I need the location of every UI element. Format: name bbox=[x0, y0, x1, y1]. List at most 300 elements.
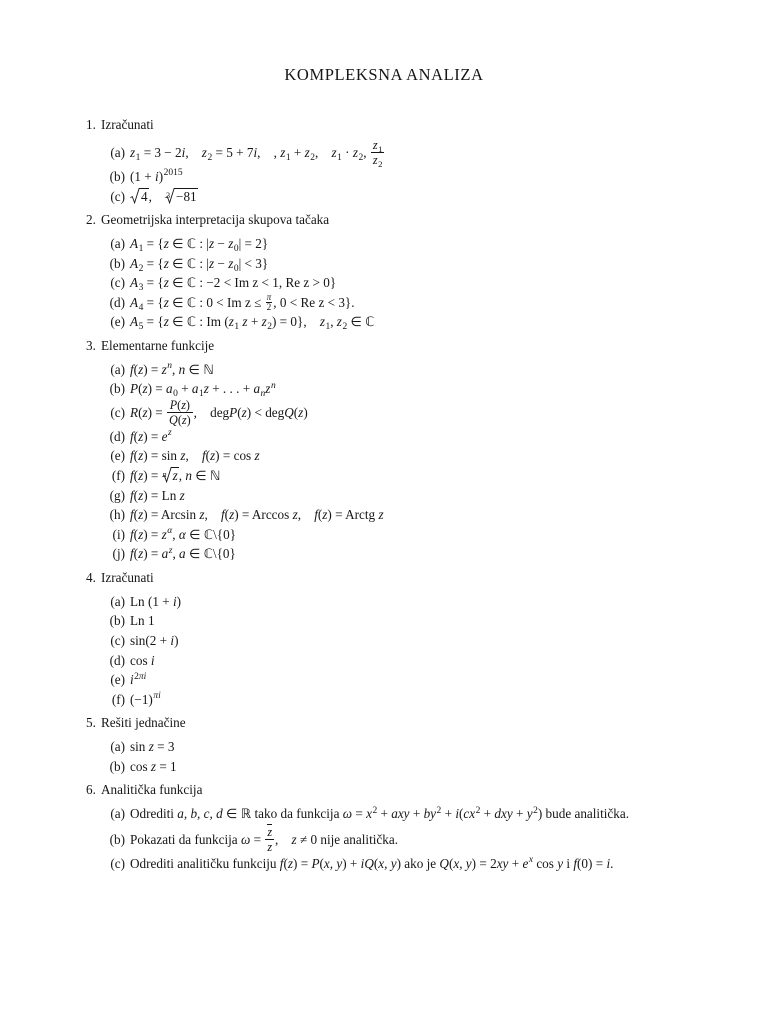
math-variable: z bbox=[254, 448, 260, 464]
math-variable: A bbox=[130, 235, 139, 251]
item-formula bbox=[130, 613, 155, 628]
math-text: ( bbox=[133, 487, 139, 503]
math-text: , , bbox=[257, 145, 281, 161]
math-text: = bbox=[352, 806, 367, 822]
superscript bbox=[437, 806, 442, 816]
math-text: ( bbox=[283, 855, 288, 871]
math-text: ) = bbox=[147, 381, 167, 397]
problem-section bbox=[0, 568, 768, 710]
item-label: (e) bbox=[110, 672, 125, 688]
problem-item bbox=[0, 631, 768, 651]
math-text: 0 bbox=[233, 263, 239, 274]
math-text: 1 bbox=[199, 389, 204, 400]
item-label: (d) bbox=[109, 652, 125, 668]
math-variable: z bbox=[287, 855, 294, 871]
math-variable: πi bbox=[153, 691, 161, 702]
math-text: ( bbox=[205, 448, 211, 464]
math-text: 2 bbox=[358, 153, 364, 164]
section-number: 4. bbox=[86, 569, 96, 585]
math-text: ) = Arccos bbox=[234, 507, 293, 523]
problem-item bbox=[0, 757, 768, 777]
math-text: 2015 bbox=[163, 168, 183, 179]
math-text: ∈ ℂ : | bbox=[168, 235, 210, 251]
math-text: (0) = bbox=[577, 855, 607, 871]
math-text: Ln 1 bbox=[130, 613, 155, 629]
math-variable: z bbox=[130, 145, 136, 161]
math-text: ) bbox=[174, 633, 179, 649]
item-formula bbox=[130, 255, 269, 274]
math-text: 2 bbox=[533, 805, 538, 816]
fraction bbox=[266, 293, 273, 312]
superscript bbox=[134, 672, 146, 682]
math-variable: x bbox=[528, 855, 534, 866]
math-variable: i bbox=[172, 593, 177, 609]
item-formula bbox=[130, 527, 236, 542]
math-text: , bbox=[172, 546, 180, 562]
fraction-denominator bbox=[265, 840, 274, 854]
math-variable: z bbox=[138, 546, 144, 562]
superscript bbox=[476, 806, 481, 816]
math-text: cos bbox=[130, 758, 151, 774]
math-text: ( bbox=[177, 397, 182, 412]
math-text: ∈ ℂ : −2 < Im z < 1, Re z > 0} bbox=[168, 275, 337, 291]
item-formula bbox=[130, 380, 276, 400]
math-variable: z bbox=[148, 739, 154, 755]
math-variable: P bbox=[130, 381, 139, 397]
math-variable: cx bbox=[463, 806, 476, 822]
math-variable: z bbox=[138, 361, 144, 377]
math-variable: a bbox=[191, 381, 199, 397]
section-header bbox=[0, 713, 768, 733]
problem-item bbox=[0, 293, 768, 313]
math-text: ) = bbox=[147, 405, 167, 421]
math-text: + bbox=[508, 855, 523, 871]
radicand bbox=[175, 188, 198, 204]
math-variable: z bbox=[322, 507, 328, 523]
math-variable: i bbox=[170, 633, 175, 649]
math-variable: z bbox=[168, 545, 173, 556]
item-formula bbox=[130, 137, 385, 169]
problem-item bbox=[0, 804, 768, 824]
math-text: Odrediti analitičku funkciju bbox=[130, 855, 280, 871]
radicand bbox=[140, 188, 149, 204]
problem-section bbox=[0, 210, 768, 332]
math-variable: f bbox=[130, 526, 134, 542]
subscript bbox=[207, 153, 212, 163]
superscript bbox=[533, 806, 538, 816]
conjugate-bar bbox=[267, 824, 272, 838]
math-text: 2 bbox=[207, 153, 213, 164]
math-variable: A bbox=[130, 255, 139, 271]
problem-item bbox=[0, 379, 768, 399]
math-text: , bbox=[297, 507, 315, 523]
math-text: ( bbox=[177, 412, 182, 427]
subscript bbox=[286, 153, 291, 163]
math-variable: f bbox=[279, 855, 284, 871]
section-title: Analitička funkcija bbox=[101, 782, 203, 798]
item-list bbox=[0, 360, 768, 564]
subscript bbox=[199, 389, 204, 399]
fraction-denominator bbox=[266, 303, 273, 312]
item-formula bbox=[130, 468, 221, 483]
problem-item bbox=[0, 505, 768, 525]
math-variable: z bbox=[142, 381, 148, 397]
math-variable: z bbox=[372, 152, 378, 167]
math-variable: z bbox=[180, 448, 186, 464]
problem-section bbox=[0, 713, 768, 776]
section-header bbox=[0, 568, 768, 588]
radical: 3 −81 bbox=[166, 188, 197, 204]
math-variable: i bbox=[181, 145, 186, 161]
subscript bbox=[310, 153, 315, 163]
section-number: 6. bbox=[86, 782, 96, 798]
subscript bbox=[234, 264, 239, 274]
problem-item bbox=[0, 399, 768, 427]
problem-item bbox=[0, 254, 768, 274]
item-formula bbox=[130, 397, 308, 427]
item-formula bbox=[130, 739, 174, 754]
math-variable: z bbox=[292, 507, 298, 523]
math-variable: i bbox=[253, 145, 258, 161]
math-variable: z bbox=[209, 255, 215, 271]
math-text: − bbox=[214, 255, 229, 271]
math-text: ∈ ℂ : Im ( bbox=[168, 314, 229, 330]
math-text: ) < deg bbox=[246, 405, 285, 421]
item-formula bbox=[130, 488, 185, 503]
math-text: Pokazati da funkcija bbox=[130, 832, 241, 848]
math-variable: z bbox=[210, 448, 216, 464]
math-variable: z bbox=[163, 275, 169, 291]
section-title: Izračunati bbox=[101, 117, 154, 132]
math-text: ∈ ℕ bbox=[185, 361, 214, 377]
item-formula bbox=[130, 594, 181, 609]
math-variable: Q bbox=[284, 405, 294, 421]
math-text: 2 bbox=[134, 671, 139, 682]
item-label: (d) bbox=[109, 294, 125, 310]
math-text: = bbox=[250, 832, 265, 848]
subscript bbox=[342, 322, 347, 332]
math-variable: z bbox=[163, 235, 169, 251]
math-text: 0 bbox=[233, 243, 239, 254]
math-text: ) bude analitička. bbox=[537, 806, 630, 822]
problem-item bbox=[0, 651, 768, 671]
math-text: | = 2} bbox=[238, 235, 269, 251]
math-text: | < 3} bbox=[238, 255, 269, 271]
item-formula bbox=[130, 546, 236, 561]
fraction bbox=[167, 399, 193, 427]
math-text: + bbox=[512, 806, 527, 822]
fraction-numerator bbox=[371, 139, 385, 153]
math-text: ) bbox=[185, 397, 190, 412]
math-text: ) = bbox=[293, 855, 312, 871]
math-text: (1 + bbox=[130, 168, 156, 184]
math-variable: y bbox=[557, 855, 564, 871]
math-text: ( bbox=[458, 806, 464, 822]
math-variable: f bbox=[314, 507, 318, 523]
math-text: ( bbox=[133, 448, 139, 464]
math-text: ( bbox=[317, 507, 323, 523]
problem-item bbox=[0, 670, 768, 690]
math-text: − bbox=[214, 235, 229, 251]
math-text: + bbox=[177, 381, 192, 397]
math-text: cos bbox=[130, 652, 151, 668]
math-variable: f bbox=[130, 546, 134, 562]
math-text: = { bbox=[143, 294, 164, 310]
math-variable: z bbox=[372, 137, 378, 152]
math-text: ∈ ℕ bbox=[191, 468, 221, 484]
item-label: (a) bbox=[110, 145, 125, 161]
math-variable: z bbox=[138, 507, 144, 523]
item-list bbox=[0, 592, 768, 710]
math-variable: a bbox=[166, 381, 173, 397]
math-variable: z bbox=[352, 145, 359, 161]
subscript bbox=[139, 283, 144, 293]
item-label: (f) bbox=[111, 691, 125, 707]
math-text: + bbox=[409, 806, 424, 822]
math-variable: α bbox=[178, 526, 186, 542]
math-variable: z bbox=[161, 526, 167, 542]
subscript bbox=[136, 153, 141, 163]
math-text: 3 bbox=[138, 283, 144, 294]
math-text: 1 bbox=[138, 243, 144, 254]
math-text: ) = bbox=[143, 468, 162, 484]
problem-item bbox=[0, 525, 768, 545]
subscript bbox=[337, 153, 342, 163]
math-variable: z bbox=[161, 361, 167, 377]
math-variable: x, y bbox=[453, 855, 472, 871]
math-variable: P bbox=[169, 397, 178, 412]
math-variable: z bbox=[172, 468, 178, 484]
math-variable: z bbox=[241, 405, 247, 421]
math-text: 2 bbox=[310, 153, 315, 164]
math-variable: z bbox=[229, 507, 235, 523]
math-text: ∈ ℂ\{0} bbox=[185, 546, 236, 562]
math-variable: x bbox=[366, 806, 372, 822]
problem-item bbox=[0, 360, 768, 380]
item-label: (b) bbox=[109, 613, 125, 629]
math-variable: z bbox=[304, 145, 310, 161]
math-text: = { bbox=[143, 255, 164, 271]
math-variable: by bbox=[423, 806, 437, 822]
item-label: (e) bbox=[110, 448, 125, 464]
math-text: ( bbox=[133, 507, 139, 523]
section-title: Geometrijska interpretacija skupova tačaka bbox=[101, 211, 330, 227]
fraction bbox=[265, 824, 274, 854]
math-variable: z bbox=[203, 381, 209, 397]
math-text: , deg bbox=[193, 405, 230, 421]
math-variable: z bbox=[228, 235, 234, 251]
math-text: + bbox=[480, 806, 495, 822]
problem-item bbox=[0, 234, 768, 254]
math-variable: f bbox=[201, 448, 206, 464]
problem-item bbox=[0, 737, 768, 757]
problem-item bbox=[0, 466, 768, 486]
math-text: (−1) bbox=[130, 691, 153, 707]
subscript bbox=[378, 159, 382, 169]
math-variable: A bbox=[130, 275, 139, 291]
math-variable: f bbox=[130, 507, 134, 523]
math-text: ( bbox=[133, 428, 139, 444]
math-text: Odrediti bbox=[130, 806, 178, 822]
math-text: ( bbox=[138, 405, 143, 421]
problem-item bbox=[0, 592, 768, 612]
math-text: · bbox=[341, 145, 353, 161]
math-variable: z bbox=[291, 832, 297, 848]
fraction-numerator bbox=[265, 824, 274, 840]
math-variable: R bbox=[130, 405, 139, 421]
math-text: 2 bbox=[372, 805, 378, 816]
math-text: , bbox=[185, 448, 202, 464]
item-formula bbox=[130, 692, 161, 707]
math-text: 1 bbox=[285, 153, 291, 164]
math-text: , 0 < Re z < 3}. bbox=[273, 294, 355, 310]
math-text: 2 bbox=[378, 158, 383, 169]
item-formula bbox=[130, 856, 613, 871]
item-formula bbox=[130, 672, 146, 687]
math-variable: z bbox=[150, 758, 157, 774]
item-label: (a) bbox=[110, 593, 125, 609]
subscript bbox=[325, 322, 330, 332]
section-number: 2. bbox=[86, 211, 96, 227]
item-formula bbox=[130, 448, 260, 463]
math-text: , bbox=[315, 145, 332, 161]
problem-item bbox=[0, 167, 768, 187]
math-variable: P bbox=[311, 855, 320, 871]
math-text: ∈ ℂ\{0} bbox=[185, 526, 237, 542]
math-text: ( bbox=[319, 855, 324, 871]
math-text: ( bbox=[373, 855, 379, 871]
item-formula bbox=[130, 314, 375, 333]
math-text: ) = bbox=[143, 526, 162, 542]
problem-item bbox=[0, 446, 768, 466]
math-variable: z bbox=[138, 448, 144, 464]
item-label: (a) bbox=[110, 361, 125, 377]
item-formula bbox=[130, 507, 384, 522]
item-formula bbox=[130, 633, 178, 648]
item-label: (h) bbox=[109, 507, 125, 523]
problem-item bbox=[0, 273, 768, 293]
math-variable: e bbox=[522, 855, 529, 871]
problem-item bbox=[0, 486, 768, 506]
math-text: ) = sin bbox=[143, 448, 181, 464]
math-variable: x, y bbox=[378, 855, 397, 871]
math-text: 1 bbox=[337, 153, 342, 164]
math-variable: z bbox=[163, 314, 169, 330]
math-text: ∈ ℂ bbox=[347, 314, 375, 330]
math-variable: z bbox=[138, 428, 144, 444]
item-label: (d) bbox=[109, 428, 125, 444]
superscript bbox=[169, 546, 173, 556]
item-formula bbox=[130, 169, 183, 184]
math-variable: z bbox=[138, 468, 144, 484]
math-text: 1 bbox=[378, 143, 383, 154]
math-variable: z bbox=[336, 314, 342, 330]
math-text: ) bbox=[186, 412, 191, 427]
math-variable: πi bbox=[138, 671, 147, 682]
problem-item bbox=[0, 544, 768, 564]
math-text: ( bbox=[448, 855, 454, 871]
section-number: 1. bbox=[86, 117, 96, 132]
math-text: 0 bbox=[173, 389, 178, 400]
math-variable: z bbox=[181, 397, 186, 412]
math-text: sin bbox=[130, 739, 149, 755]
math-text: ) ako je bbox=[396, 855, 440, 871]
math-variable: P bbox=[229, 405, 238, 421]
math-variable: i bbox=[130, 672, 134, 688]
math-text: ∈ ℂ : | bbox=[168, 255, 210, 271]
math-variable: z bbox=[265, 381, 271, 397]
radical bbox=[130, 187, 149, 207]
math-text: = 3 bbox=[153, 739, 175, 755]
math-text: ) = Arcsin bbox=[143, 507, 200, 523]
math-text: . bbox=[610, 855, 614, 871]
math-variable: i bbox=[150, 652, 155, 668]
math-variable: a bbox=[253, 381, 261, 397]
math-text: = { bbox=[143, 314, 164, 330]
superscript bbox=[168, 428, 172, 438]
math-variable: i bbox=[155, 168, 159, 184]
math-variable: a bbox=[161, 546, 169, 562]
math-variable: f bbox=[573, 855, 578, 871]
math-text: 2 bbox=[267, 322, 272, 333]
item-formula bbox=[130, 759, 177, 774]
fraction-numerator bbox=[167, 399, 193, 413]
math-text: ( bbox=[138, 381, 143, 397]
problem-item bbox=[0, 312, 768, 332]
math-variable: z bbox=[138, 526, 144, 542]
fraction-denominator bbox=[371, 153, 385, 167]
section-number: 5. bbox=[86, 715, 96, 731]
section-title: Rešiti jednačine bbox=[101, 715, 186, 731]
item-list bbox=[0, 234, 768, 332]
math-text: , bbox=[185, 145, 202, 161]
item-label: (b) bbox=[109, 381, 125, 397]
subscript bbox=[378, 144, 382, 154]
math-variable: z bbox=[181, 412, 187, 427]
math-text: ( bbox=[224, 507, 230, 523]
math-text: , bbox=[172, 361, 179, 377]
item-label: (c) bbox=[110, 633, 125, 649]
item-formula bbox=[130, 653, 155, 668]
superscript bbox=[153, 691, 160, 701]
math-variable: z bbox=[201, 145, 207, 161]
math-text: ( bbox=[133, 361, 139, 377]
item-formula bbox=[130, 235, 269, 254]
math-variable: f bbox=[130, 428, 134, 444]
item-label: (a) bbox=[110, 235, 125, 251]
item-label: (e) bbox=[110, 314, 125, 330]
math-text: 1 bbox=[135, 153, 141, 164]
math-text: 2 bbox=[436, 805, 442, 816]
problem-item bbox=[0, 427, 768, 447]
math-text: ∈ ℂ : 0 < Im z ≤ bbox=[168, 294, 265, 310]
math-text: ) + bbox=[342, 855, 361, 871]
math-text: + bbox=[290, 145, 305, 161]
math-text: ) = 0}, bbox=[271, 314, 320, 330]
item-formula bbox=[130, 189, 198, 204]
math-variable: z bbox=[242, 314, 248, 330]
math-text: i bbox=[563, 855, 574, 871]
math-text: ( bbox=[133, 468, 139, 484]
item-label: (c) bbox=[110, 188, 125, 204]
math-text: ) = Ln bbox=[143, 487, 180, 503]
math-variable: f bbox=[130, 468, 134, 484]
problem-item bbox=[0, 690, 768, 710]
math-variable: z bbox=[209, 235, 215, 251]
math-variable: n bbox=[178, 361, 186, 377]
math-variable: z bbox=[138, 487, 144, 503]
problem-item bbox=[0, 187, 768, 207]
